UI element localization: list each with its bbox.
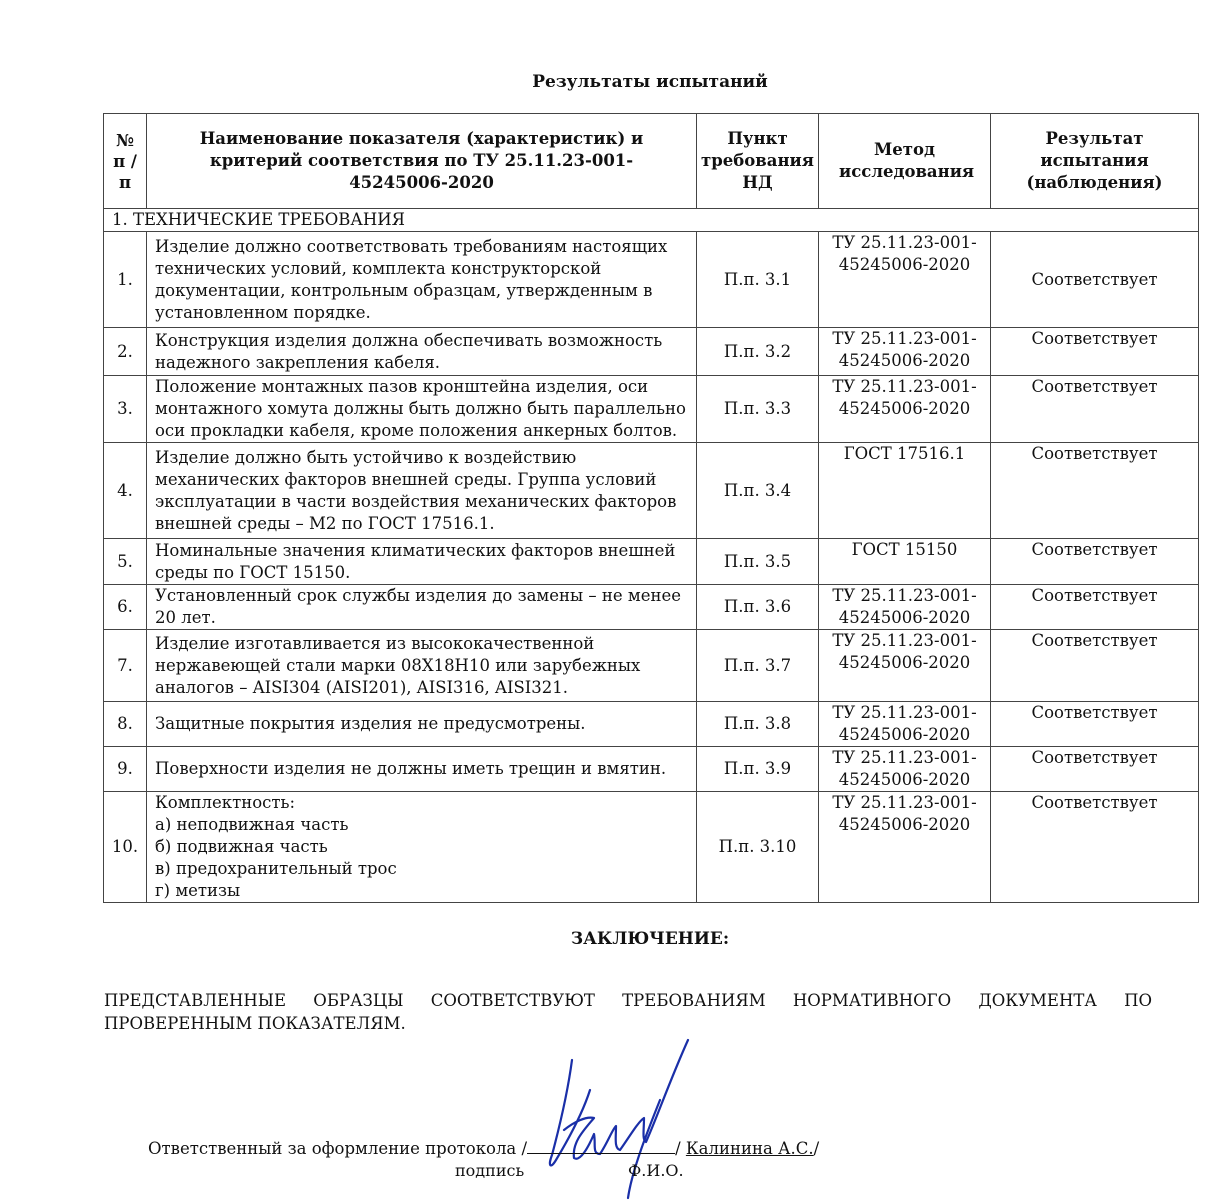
- signature-label: Ответственный за оформление протокола: [148, 1139, 517, 1158]
- row-result: Соответствует: [991, 443, 1199, 539]
- row-description: Изделие изготавливается из высококачественной нержавеющей стали марки 08Х18Н10 или зарубежных аналогов – AISI304 (AISI201), AISI316, AISI321.: [147, 630, 697, 702]
- conclusion-title: ЗАКЛЮЧЕНИЕ:: [570, 929, 730, 949]
- row-clause: П.п. 3.9: [697, 747, 819, 792]
- row-number: 5.: [104, 539, 147, 585]
- row-description: Установленный срок службы изделия до замены – не менее 20 лет.: [147, 585, 697, 630]
- header-result: Результат испытания (наблюдения): [991, 114, 1199, 209]
- row-result: Соответствует: [991, 539, 1199, 585]
- row-number: 8.: [104, 702, 147, 747]
- row-number: 10.: [104, 792, 147, 903]
- row-number: 6.: [104, 585, 147, 630]
- row-number: 3.: [104, 376, 147, 443]
- row-number: 2.: [104, 328, 147, 376]
- row-method: ТУ 25.11.23-001-45245006-2020: [819, 328, 991, 376]
- row-method: ТУ 25.11.23-001-45245006-2020: [819, 232, 991, 328]
- table-row: [104, 539, 1199, 585]
- results-table: [103, 113, 1199, 903]
- row-result: Соответствует: [991, 376, 1199, 443]
- row-description: Комплектность: а) неподвижная часть б) подвижная часть в) предохранительный трос г) метизы: [147, 792, 697, 903]
- row-clause: П.п. 3.1: [697, 232, 819, 328]
- header-num: № п / п: [104, 114, 147, 209]
- signature-caption: подпись: [455, 1161, 525, 1180]
- table-row: [104, 747, 1199, 792]
- row-method: ГОСТ 17516.1: [819, 443, 991, 539]
- row-result: Соответствует: [991, 232, 1199, 328]
- table-row: [104, 585, 1199, 630]
- row-result: Соответствует: [991, 630, 1199, 702]
- row-method: ТУ 25.11.23-001-45245006-2020: [819, 630, 991, 702]
- signer-name: Калинина А.С.: [685, 1139, 814, 1158]
- row-clause: П.п. 3.8: [697, 702, 819, 747]
- table-row: [104, 376, 1199, 443]
- header-clause: Пункт требования НД: [697, 114, 819, 209]
- conclusion-text: ПРЕДСТАВЛЕННЫЕ ОБРАЗЦЫ СООТВЕТСТВУЮТ ТРЕБОВАНИЯМ НОРМАТИВНОГО ДОКУМЕНТА ПО ПРОВЕРЕННЫМ ПОКАЗАТЕЛЯМ.: [104, 991, 1152, 1033]
- header-name: Наименование показателя (характеристик) и критерий соответствия по ТУ 25.11.23-001-45245006-2020: [147, 114, 697, 209]
- row-method: ТУ 25.11.23-001-45245006-2020: [819, 702, 991, 747]
- row-number: 7.: [104, 630, 147, 702]
- table-row: [104, 702, 1199, 747]
- row-clause: П.п. 3.6: [697, 585, 819, 630]
- row-clause: П.п. 3.7: [697, 630, 819, 702]
- row-clause: П.п. 3.3: [697, 376, 819, 443]
- table-row: [104, 630, 1199, 702]
- row-result: Соответствует: [991, 792, 1199, 903]
- row-result: Соответствует: [991, 328, 1199, 376]
- table-row: [104, 328, 1199, 376]
- row-result: Соответствует: [991, 702, 1199, 747]
- document-title: Результаты испытаний: [532, 72, 768, 92]
- name-caption: Ф.И.О.: [628, 1161, 684, 1180]
- table-row: [104, 443, 1199, 539]
- row-number: 9.: [104, 747, 147, 792]
- row-description: Изделие должно быть устойчиво к воздействию механических факторов внешней среды. Группа условий эксплуатации в части воздействия механических факторов внешней среды – М2 по ГОСТ 17516.1.: [147, 443, 697, 539]
- section-title: 1. ТЕХНИЧЕСКИЕ ТРЕБОВАНИЯ: [104, 209, 1199, 232]
- row-number: 4.: [104, 443, 147, 539]
- row-result: Соответствует: [991, 585, 1199, 630]
- table-row: [104, 232, 1199, 328]
- header-method: Метод исследования: [819, 114, 991, 209]
- row-clause: П.п. 3.4: [697, 443, 819, 539]
- signature-blank: [527, 1137, 675, 1154]
- table-row: [104, 792, 1199, 903]
- row-description: Номинальные значения климатических факторов внешней среды по ГОСТ 15150.: [147, 539, 697, 585]
- row-clause: П.п. 3.5: [697, 539, 819, 585]
- row-method: ТУ 25.11.23-001-45245006-2020: [819, 585, 991, 630]
- row-clause: П.п. 3.2: [697, 328, 819, 376]
- row-description: Изделие должно соответствовать требованиям настоящих технических условий, комплекта конструкторской документации, контрольным образцам, утвержденным в установленном порядке.: [147, 232, 697, 328]
- row-clause: П.п. 3.10: [697, 792, 819, 903]
- row-description: Конструкция изделия должна обеспечивать возможность надежного закрепления кабеля.: [147, 328, 697, 376]
- row-method: ТУ 25.11.23-001-45245006-2020: [819, 376, 991, 443]
- row-result: Соответствует: [991, 747, 1199, 792]
- row-description: Защитные покрытия изделия не предусмотрены.: [147, 702, 697, 747]
- row-description: Положение монтажных пазов кронштейна изделия, оси монтажного хомута должны быть должно быть параллельно оси прокладки кабеля, кроме положения анкерных болтов.: [147, 376, 697, 443]
- row-method: ГОСТ 15150: [819, 539, 991, 585]
- row-method: ТУ 25.11.23-001-45245006-2020: [819, 792, 991, 903]
- row-number: 1.: [104, 232, 147, 328]
- row-description: Поверхности изделия не должны иметь трещин и вмятин.: [147, 747, 697, 792]
- signature-line: Ответственный за оформление протокола / / Калинина А.С./: [148, 1139, 820, 1158]
- row-method: ТУ 25.11.23-001-45245006-2020: [819, 747, 991, 792]
